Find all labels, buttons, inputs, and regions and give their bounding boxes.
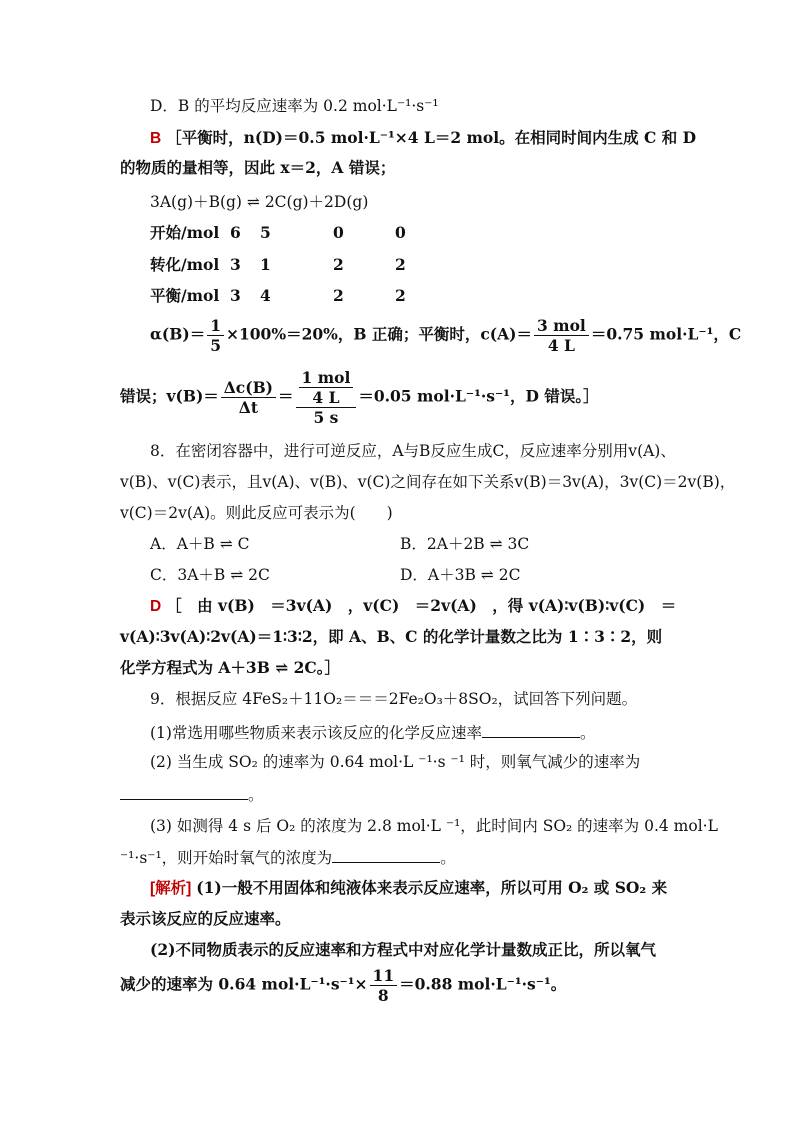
q8-expl-3: 化学方程式为 A＋3B ⇌ 2C。］: [120, 658, 340, 677]
q8-option-d: D．A＋3B ⇌ 2C: [400, 566, 521, 584]
q8-line-2: v(B)、v(C)表示，且v(A)、v(B)、v(C)之间存在如下关系v(B)＝3v(A)，3v(C)＝2v(B)，: [120, 473, 736, 491]
q7-explanation-line-1: [150, 128, 696, 149]
q8-line-1: 8．在密闭容器中，进行可逆反应，A与B反应生成C，反应速率分别用v(A)、: [150, 442, 676, 460]
q9-line-1: 9．根据反应 4FeS₂＋11O₂＝＝＝2Fe₂O₃＋8SO₂，试回答下列问题。: [150, 690, 638, 708]
analysis-tag: [解析]: [150, 880, 192, 897]
q8-expl-2: v(A)∶3v(A)∶2v(A)＝1∶3∶2，即 A、B、C 的化学计量数之比为 1∶3∶2，则: [120, 627, 663, 646]
answer-blank[interactable]: [332, 846, 440, 863]
q8-answer: D: [150, 598, 162, 615]
q7-answer: B: [150, 130, 162, 147]
q8-option-b: B．2A＋2B ⇌ 3C: [400, 535, 530, 553]
q9-analysis-line-4: 减少的速率为 0.64 mol·L⁻¹·s⁻¹× $\frac{11}{8}$ ＝0.88 mol·L⁻¹·s⁻¹。: [120, 966, 567, 1005]
q7-expl-1: ［平衡时，n(D)＝0.5 mol·L⁻¹×4 L＝2 mol。在相同时间内生成 C 和 D: [166, 128, 697, 147]
q9-analysis-line-2: 表示该反应的反应速率。: [120, 909, 291, 928]
q9-part-1: (1)常选用哪些物质来表示该反应的化学反应速率 。: [150, 721, 595, 743]
fraction: $\frac{11}{8}$: [370, 966, 398, 1005]
q9-analysis-line-3: (2)不同物质表示的反应速率和方程式中对应化学计量数成正比，所以氧气: [150, 940, 656, 959]
q9-analysis-line-1: [解析] (1)一般不用固体和纯液体来表示反应速率，所以可用 O₂ 或 SO₂ 来: [150, 878, 668, 897]
fraction: $\frac{1}{5}$: [207, 316, 224, 355]
q9-part-2: (2) 当生成 SO₂ 的速率为 0.64 mol·L ⁻¹·s ⁻¹ 时，则氧气减少的速率为: [150, 753, 641, 771]
q7-equation: 3A(g)＋B(g) ⇌ 2C(g)＋2D(g): [150, 193, 369, 211]
q9-part-3: (3) 如测得 4 s 后 O₂ 的浓度为 2.8 mol·L ⁻¹，此时间内 SO₂ 的速率为 0.4 mol·L: [150, 817, 718, 835]
q8-option-c: C．3A＋B ⇌ 2C: [150, 566, 270, 584]
q8-option-a: A．A＋B ⇌ C: [150, 535, 250, 553]
fraction: $\frac{\text{3 mol}}{4 L}$: [534, 316, 589, 355]
q8-explanation-line-1: D ［ 由 v(B) ＝3v(A) ，v(C) ＝2v(A) ，得 v(A)∶v(B)∶v(C) ＝: [150, 596, 677, 615]
q7-expl-2: 的物质的量相等，因此 x＝2，A 错误；: [120, 158, 396, 177]
answer-blank[interactable]: [120, 783, 248, 800]
q9-part-3b: ⁻¹·s⁻¹，则开始时氧气的浓度为 。: [120, 846, 456, 868]
q9-part-2-blank-line: 。: [120, 783, 264, 805]
q7-alpha-line: α(B)＝ $\frac{1}{5}$ ×100%＝20%，B 正确；平衡时，c(A)＝ $\frac{\text{3 mol}}{4 L}$ ＝0.75 mol·L⁻¹，C: [150, 316, 742, 355]
q8-line-3: v(C)＝2v(A)。则此反应可表示为( ): [120, 504, 393, 522]
q7-vb-line: 错误；v(B)＝ $\frac{\Delta c(B)}{\Delta t}$ ＝ $\frac{\frac{\text{1 mol}}{4 L}}{5 s}$ ＝0.05 mol·L⁻¹·s⁻¹，D 错误。］: [120, 368, 599, 427]
option-d-previous: D．B 的平均反应速率为 0.2 mol·L⁻¹·s⁻¹: [150, 97, 439, 115]
fraction: $\frac{\Delta c(B)}{\Delta t}$: [221, 378, 276, 417]
compound-fraction: $\frac{\frac{\text{1 mol}}{4 L}}{5 s}$: [296, 368, 357, 427]
document-page: D．B 的平均反应速率为 0.2 mol·L⁻¹·s⁻¹ B ［平衡时，n(D)＝0.5 mol·L⁻¹×4 L＝2 mol。在相同时间内生成 C 和 D 的物质的量相等，因此 x＝2，A 错误； 3A(g)＋B(g) ⇌ 2C(g)＋2D(g) 开始/mol 6 5 0 0 转化/mol 3 1 2 2 平衡/mol 3 4 2 2 α(B)＝ $\frac{1}{5}$ ×100%＝20%，B 正确；平衡时，c(A)＝ $\frac{\text{3 mol}}{4 L}$ ＝0.75 mol·L⁻¹，C 错误；v(B)＝ $\frac{\Delta c(B)}{\Delta t}$ ＝ $\frac{\frac{\text{1 mol}}{4 L}}{5 s}$ ＝0.05 mol·L⁻¹·s⁻¹，D 错误。］ 8．在密闭容器中，进行可逆反应，A与B反应生成C，反应速率分别用v(A)、 v(B)、v(C)表示，且v(A)、v(B)、v(C)之间存在如下关系v(B)＝3v(A)，3v(C)＝2v(B)， v(C)＝2v(A)。则此反应可表示为( ) A．A＋B ⇌ C B．2A＋2B ⇌ 3C C．3A＋B ⇌ 2C D．A＋3B ⇌ 2C D ［ 由 v(B) ＝3v(A) ，v(C) ＝2v(A) ，得 v(A)∶v(B)∶v(C) ＝ v(A)∶3v(A)∶2v(A)＝1∶3∶2，即 A、B、C 的化学计量数之比为 1∶3∶2，则 化学方程式为 A＋3B ⇌ 2C。］ 9．根据反应 4FeS₂＋11O₂＝＝＝2Fe₂O₃＋8SO₂，试回答下列问题。 (1)常选用哪些物质来表示该反应的化学反应速率 。 (2) 当生成 SO₂ 的速率为 0.64 mol·L ⁻¹·s ⁻¹ 时，则氧气减少的速率为 。 (3) 如测得 4 s 后 O₂ 的浓度为 2.8 mol·L ⁻¹，此时间内 SO₂ 的速率为 0.4 mol·L ⁻¹·s⁻¹，则开始时氧气的浓度为 。 [解析] (1)一般不用固体和纯液体来表示反应速率，所以可用 O₂ 或 SO₂ 来 表示该反应的反应速率。 (2)不同物质表示的反应速率和方程式中对应化学计量数成正比，所以氧气 减少的速率为 0.64 mol·L⁻¹·s⁻¹× $\frac{11}{8}$ ＝0.88 mol·L⁻¹·s⁻¹。: [120, 97, 742, 1005]
answer-blank[interactable]: [482, 721, 580, 738]
